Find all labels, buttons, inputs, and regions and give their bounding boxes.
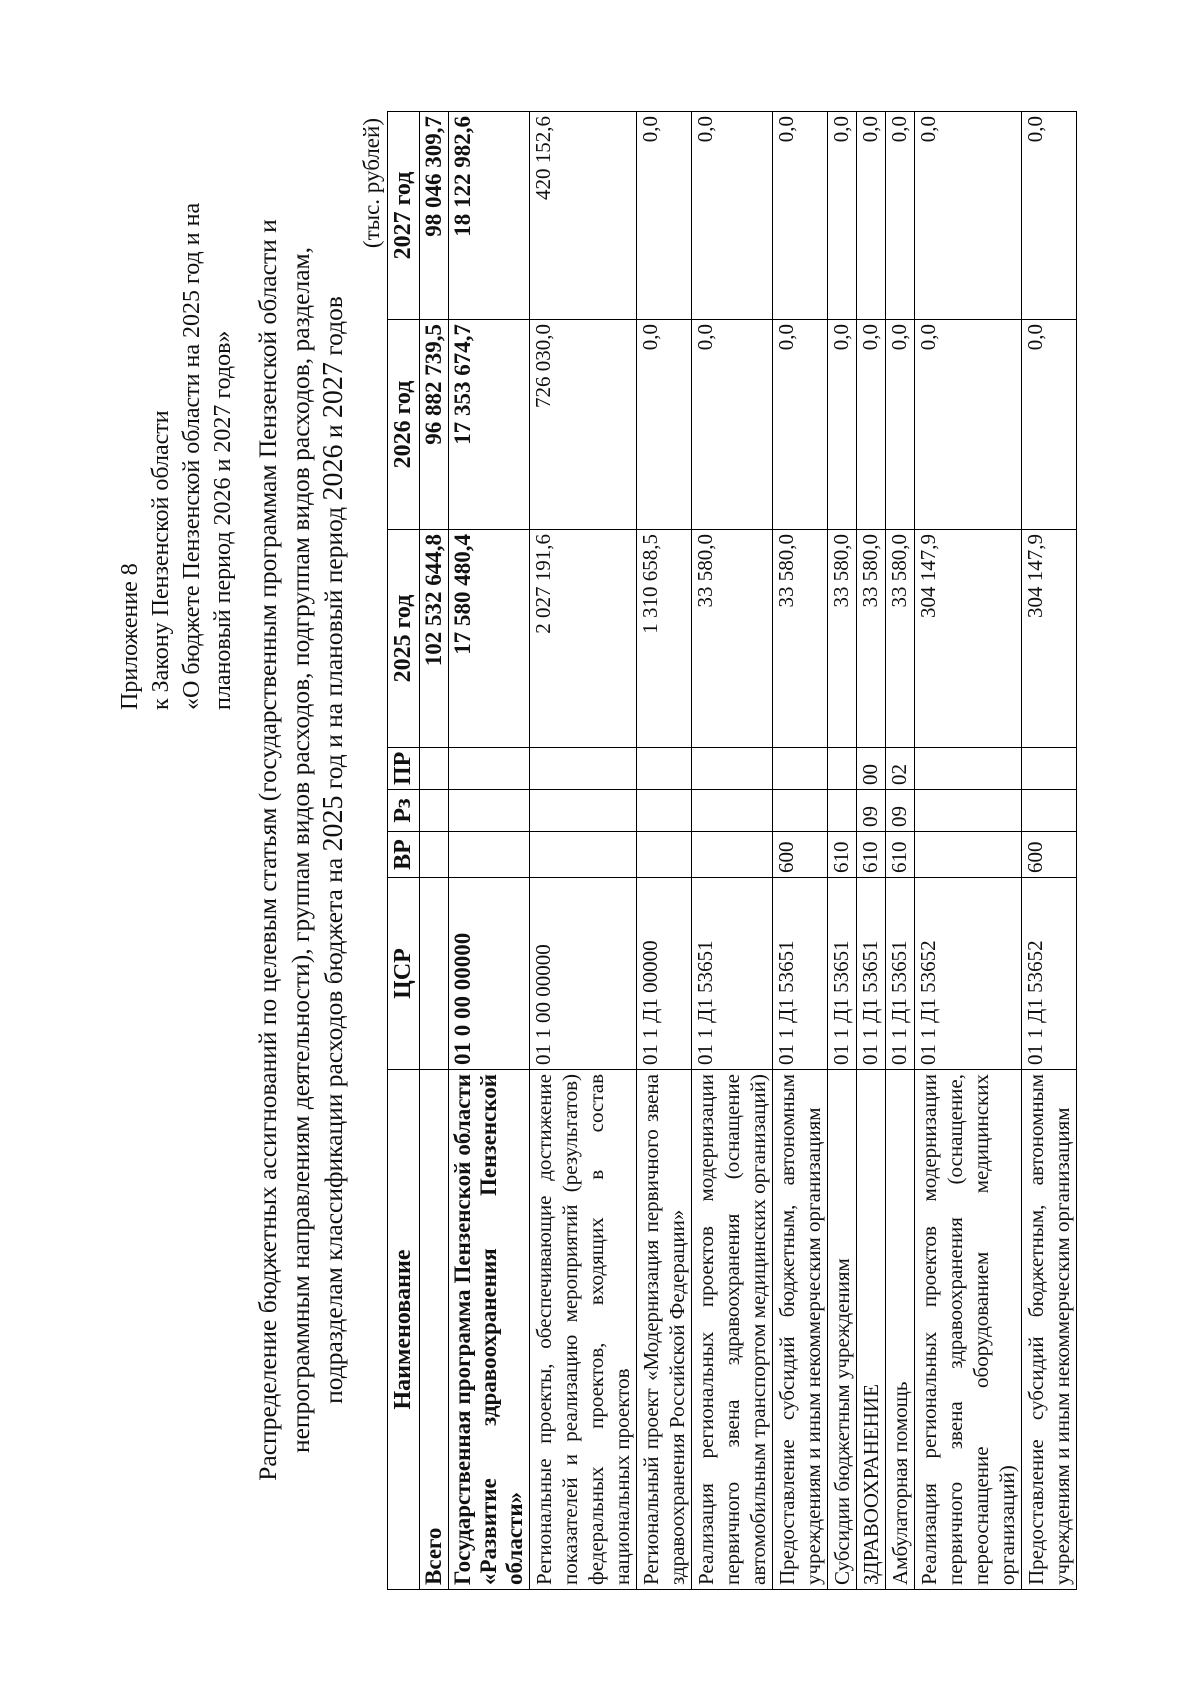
cell-rz <box>915 790 1022 832</box>
cell-csr: 01 1 Д1 53651 <box>886 878 915 1070</box>
units-label: (тыс. рублей) <box>359 118 384 249</box>
cell-2027: 0,0 <box>1022 112 1077 320</box>
cell-pr <box>420 748 449 790</box>
cell-name: Региональные проекты, обеспечивающие достижение показателей и реализацию мероприятий (результатов) федеральных проектов, входящих в состав национальных проектов <box>530 1070 637 1590</box>
cell-rz <box>530 790 637 832</box>
table-row <box>857 112 886 1590</box>
table-row <box>449 112 530 1590</box>
cell-vr <box>637 832 692 878</box>
table-row <box>828 112 857 1590</box>
cell-name: Всего <box>420 1070 449 1590</box>
title-year-2025: 2025 <box>318 795 349 852</box>
cell-csr: 01 1 Д1 53651 <box>828 878 857 1070</box>
cell-2025: 304 147,9 <box>915 530 1022 748</box>
header-2027: 2027 год <box>388 112 420 320</box>
cell-name: Реализация региональных проектов модернизации первичного звена здравоохранения (оснащение, переоснащение оборудованием медицинских организаций) <box>915 1070 1022 1590</box>
header-row <box>388 112 420 1590</box>
cell-pr <box>449 748 530 790</box>
cell-pr <box>828 748 857 790</box>
table-row <box>530 112 637 1590</box>
cell-2025: 102 532 644,8 <box>420 530 449 748</box>
header-pr: ПР <box>388 748 420 790</box>
cell-pr: 02 <box>886 748 915 790</box>
cell-2025: 33 580,0 <box>828 530 857 748</box>
cell-rz <box>449 790 530 832</box>
cell-2027: 0,0 <box>637 112 692 320</box>
cell-rz <box>773 790 828 832</box>
header-vr: ВР <box>388 832 420 878</box>
cell-2025: 17 580 480,4 <box>449 530 530 748</box>
cell-rz <box>692 790 773 832</box>
cell-2027: 0,0 <box>915 112 1022 320</box>
table-row <box>915 112 1022 1590</box>
header-csr: ЦСР <box>388 878 420 1070</box>
table-row <box>773 112 828 1590</box>
cell-csr: 01 1 Д1 53651 <box>857 878 886 1070</box>
cell-csr: 01 1 Д1 53652 <box>1022 878 1077 1070</box>
cell-2027: 18 122 982,6 <box>449 112 530 320</box>
cell-vr: 610 <box>886 832 915 878</box>
header-rz: Рз <box>388 790 420 832</box>
cell-2027: 0,0 <box>857 112 886 320</box>
cell-2026: 0,0 <box>915 320 1022 530</box>
cell-csr: 01 1 Д1 00000 <box>637 878 692 1070</box>
cell-pr <box>637 748 692 790</box>
cell-rz <box>420 790 449 832</box>
cell-2025: 33 580,0 <box>886 530 915 748</box>
title-line-1: Распределение бюджетных ассигнований по целевым статьям (государственным программам Пензенской области и <box>253 219 282 1481</box>
appendix-header <box>115 110 239 710</box>
table-row <box>1022 112 1077 1590</box>
cell-name: Амбулаторная помощь <box>886 1070 915 1590</box>
cell-name: Региональный проект «Модернизация первичного звена здравоохранения Российской Федерации» <box>637 1070 692 1590</box>
table-row <box>886 112 915 1590</box>
cell-name: Предоставление субсидий бюджетным, автономным учреждениям и иным некоммерческим организациям <box>773 1070 828 1590</box>
title-line-3c: и <box>319 418 348 445</box>
cell-name: Реализация региональных проектов модернизации первичного звена здравоохранения (оснащение автомобильным транспортом медицинских организаций) <box>692 1070 773 1590</box>
rotated-page <box>115 110 1090 1590</box>
cell-vr: 600 <box>773 832 828 878</box>
cell-2026: 726 030,0 <box>530 320 637 530</box>
header-2025: 2025 год <box>388 530 420 748</box>
cell-pr <box>692 748 773 790</box>
cell-2026: 0,0 <box>828 320 857 530</box>
appendix-line-2: «О бюджете Пензенской области на 2025 год и на <box>179 202 205 710</box>
cell-csr: 01 1 00 00000 <box>530 878 637 1070</box>
cell-vr: 610 <box>857 832 886 878</box>
title-line-3b: год и на плановый период <box>319 500 348 796</box>
appendix-number: Приложение 8 <box>117 563 143 710</box>
cell-2027: 0,0 <box>773 112 828 320</box>
cell-csr: 01 1 Д1 53651 <box>692 878 773 1070</box>
title-line-3d: годов <box>319 296 348 363</box>
cell-2026: 0,0 <box>857 320 886 530</box>
title-year-2027: 2027 <box>318 362 349 419</box>
title-line-2: непрограммным направлениям деятельности), группам видов расходов, подгруппам видов расходов, разделам, <box>286 246 315 1454</box>
table-row <box>637 112 692 1590</box>
appendix-line-1: к Закону Пензенской области <box>148 410 174 710</box>
cell-rz <box>828 790 857 832</box>
appendix-line-3: плановый период 2026 и 2027 годов» <box>210 330 236 710</box>
header-2026: 2026 год <box>388 320 420 530</box>
cell-pr <box>915 748 1022 790</box>
cell-2027: 98 046 309,7 <box>420 112 449 320</box>
cell-vr <box>449 832 530 878</box>
cell-2025: 33 580,0 <box>857 530 886 748</box>
cell-rz <box>637 790 692 832</box>
cell-csr: 01 1 Д1 53651 <box>773 878 828 1070</box>
title-line-3 <box>317 110 350 1590</box>
budget-table <box>387 111 1077 1590</box>
cell-name: Субсидии бюджетным учреждениям <box>828 1070 857 1590</box>
header-name: Наименование <box>388 1070 420 1590</box>
cell-2027: 0,0 <box>886 112 915 320</box>
cell-pr <box>773 748 828 790</box>
cell-2026: 0,0 <box>773 320 828 530</box>
cell-name: Государственная программа Пензенской области «Развитие здравоохранения Пензенской области» <box>449 1070 530 1590</box>
cell-vr <box>530 832 637 878</box>
cell-csr: 01 0 00 00000 <box>449 878 530 1070</box>
cell-rz: 09 <box>857 790 886 832</box>
cell-2026: 0,0 <box>692 320 773 530</box>
cell-2026: 0,0 <box>1022 320 1077 530</box>
title-year-2026: 2026 <box>318 444 349 501</box>
cell-2026: 0,0 <box>886 320 915 530</box>
cell-2025: 2 027 191,6 <box>530 530 637 748</box>
cell-csr: 01 1 Д1 53652 <box>915 878 1022 1070</box>
cell-2027: 0,0 <box>692 112 773 320</box>
cell-vr <box>420 832 449 878</box>
cell-pr: 00 <box>857 748 886 790</box>
cell-2025: 33 580,0 <box>692 530 773 748</box>
cell-2027: 420 152,6 <box>530 112 637 320</box>
cell-2025: 33 580,0 <box>773 530 828 748</box>
cell-name: ЗДРАВООХРАНЕНИЕ <box>857 1070 886 1590</box>
cell-2025: 304 147,9 <box>1022 530 1077 748</box>
cell-name: Предоставление субсидий бюджетным, автономным учреждениям и иным некоммерческим организациям <box>1022 1070 1077 1590</box>
cell-2026: 96 882 739,5 <box>420 320 449 530</box>
cell-2025: 1 310 658,5 <box>637 530 692 748</box>
cell-rz <box>1022 790 1077 832</box>
cell-vr <box>692 832 773 878</box>
title-line-3a: подразделам классификации расходов бюджета на <box>319 851 348 1404</box>
cell-vr: 600 <box>1022 832 1077 878</box>
cell-2026: 17 353 674,7 <box>449 320 530 530</box>
cell-vr: 610 <box>828 832 857 878</box>
cell-vr <box>915 832 1022 878</box>
cell-csr <box>420 878 449 1070</box>
cell-rz: 09 <box>886 790 915 832</box>
cell-2027: 0,0 <box>828 112 857 320</box>
table-row <box>692 112 773 1590</box>
cell-2026: 0,0 <box>637 320 692 530</box>
document-title <box>251 110 350 1590</box>
cell-pr <box>1022 748 1077 790</box>
cell-pr <box>530 748 637 790</box>
table-row <box>420 112 449 1590</box>
